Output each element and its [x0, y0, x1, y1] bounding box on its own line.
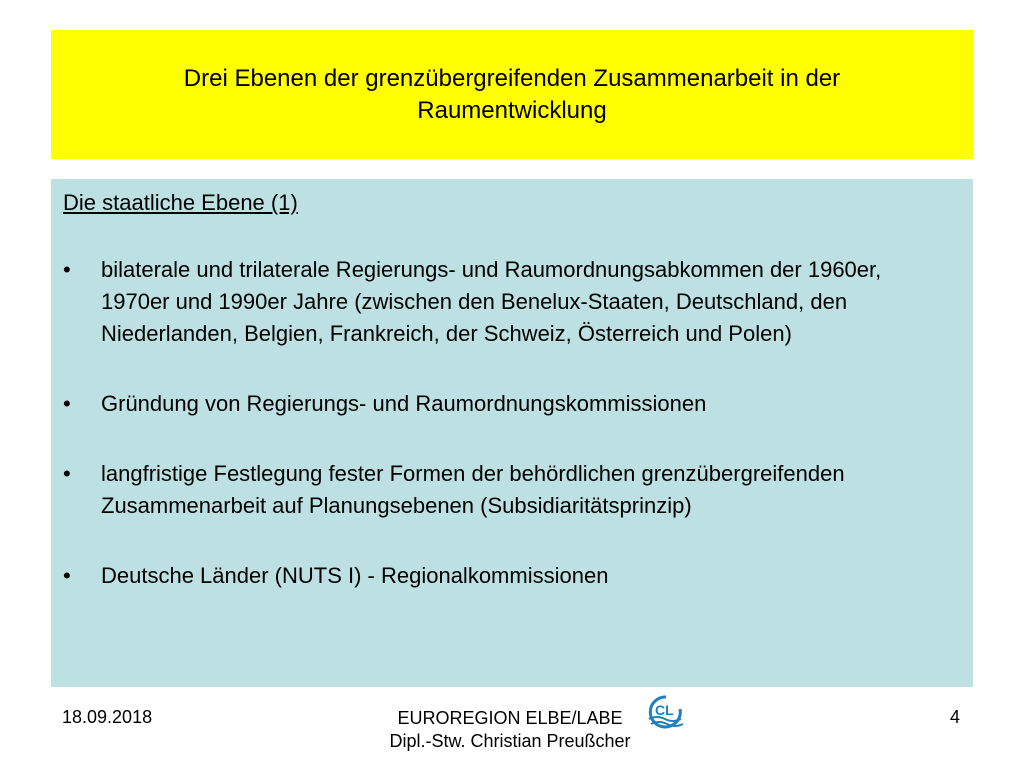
footer-center	[360, 707, 660, 753]
bullet-text: langfristige Festlegung fester Formen der behördlichen grenzübergreifenden Zusammenarbeit auf Planungsebenen (Subsidiaritätsprinzip)	[101, 461, 845, 518]
svg-text:CL: CL	[655, 702, 674, 718]
slide-title: Drei Ebenen der grenzübergreifenden Zusammenarbeit in der Raumentwicklung	[183, 64, 841, 124]
bullet-text: Gründung von Regierungs- und Raumordnungskommissionen	[101, 391, 707, 416]
bullet-mark: •	[63, 563, 71, 588]
bullet-item	[63, 458, 953, 522]
content-box	[51, 179, 973, 687]
page-number: 4	[950, 707, 961, 727]
footer-date: 18.09.2018	[62, 707, 153, 727]
bullet-mark: •	[63, 461, 71, 486]
section-heading: Die staatliche Ebene (1)	[63, 190, 298, 215]
bullet-text: Deutsche Länder (NUTS I) - Regionalkommissionen	[101, 563, 609, 588]
bullet-text: bilaterale und trilaterale Regierungs- und Raumordnungsabkommen der 1960er, 1970er und 1990er Jahre (zwischen den Benelux-Staaten, Deutschland, den Niederlanden, Belgien, Frankreich, der Schweiz, Österreich und Polen)	[101, 257, 882, 346]
footer-author: Dipl.-Stw. Christian Preußcher	[389, 731, 631, 751]
bullet-mark: •	[63, 391, 71, 416]
euroregion-logo-icon	[645, 695, 687, 729]
bullet-item	[63, 388, 953, 420]
bullet-mark: •	[63, 257, 71, 282]
title-box	[51, 30, 973, 159]
bullet-item	[63, 560, 953, 592]
footer-organization: EUROREGION ELBE/LABE	[397, 708, 623, 728]
bullet-item	[63, 254, 953, 350]
bullet-list	[63, 254, 953, 592]
